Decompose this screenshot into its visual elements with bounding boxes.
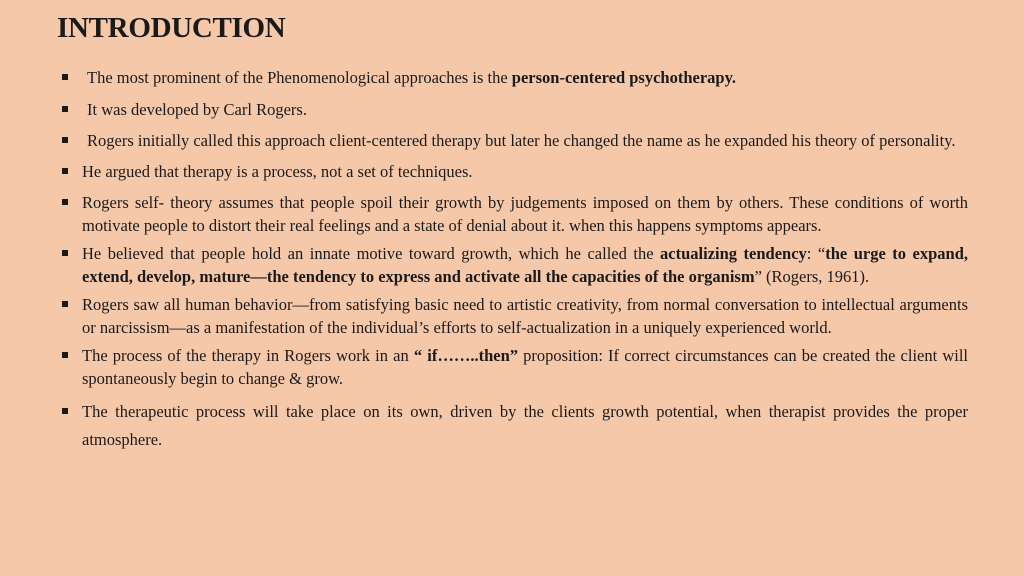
square-bullet-icon (62, 301, 68, 307)
bullet-text: He believed that people hold an innate motive toward growth, which he called the (82, 244, 661, 263)
bullet-text: It was developed by Carl Rogers. (87, 100, 307, 119)
bullet-text: He argued that therapy is a process, not a set of techniques. (82, 162, 473, 181)
bullet-text: : “ (806, 244, 826, 263)
bullet-bold-text: person-centered psychotherapy. (511, 68, 737, 87)
bullet-text: The most prominent of the Phenomenological approaches is the (87, 68, 512, 87)
square-bullet-icon (62, 137, 68, 143)
bullet-text: The process of the therapy in Rogers work in an (82, 346, 414, 365)
bullet-bold-text: actualizing tendency (660, 244, 807, 263)
bullet-text: Rogers self- theory assumes that people spoil their growth by judgements imposed on them by others. These conditions of worth motivate people to distort their real feelings and a state of denial about it. when this happens symptoms appears. (82, 193, 968, 235)
bullet-text: The therapeutic process will take place on its own, driven by the clients growth potential, when therapist provides the proper atmosphere. (82, 402, 968, 449)
bullet-item (60, 129, 968, 152)
bullet-item (60, 66, 968, 89)
bullet-bold-text: “ if……..then” (413, 346, 519, 365)
slide-title: INTRODUCTION (57, 12, 286, 44)
square-bullet-icon (62, 408, 68, 414)
bullet-text: Rogers initially called this approach client-centered therapy but later he changed the name as he expanded his theory of personality. (87, 131, 956, 150)
square-bullet-icon (62, 199, 68, 205)
square-bullet-icon (62, 352, 68, 358)
bullet-item (60, 398, 968, 454)
bullet-bold-text: the urge to expand, extend, develop, mature—the tendency to express and activate all the capacities of the organism (82, 244, 968, 286)
bullet-list (60, 64, 968, 454)
square-bullet-icon (62, 250, 68, 256)
square-bullet-icon (62, 168, 68, 174)
bullet-text: proposition: If correct circumstances can be created the client will spontaneously begin to change & grow. (82, 346, 969, 388)
bullet-item (60, 98, 968, 121)
square-bullet-icon (62, 106, 68, 112)
square-bullet-icon (62, 74, 68, 80)
bullet-text: ” (Rogers, 1961). (754, 267, 870, 286)
bullet-text: Rogers saw all human behavior—from satisfying basic need to artistic creativity, from normal conversation to intellectual arguments or narcissism—as a manifestation of the individual’s efforts to self-actualization in a uniquely experienced world. (82, 295, 968, 337)
bullet-item (60, 160, 968, 183)
bullet-item (60, 242, 968, 288)
bullet-item (60, 191, 968, 237)
bullet-item (60, 344, 968, 390)
bullet-item (60, 293, 968, 339)
